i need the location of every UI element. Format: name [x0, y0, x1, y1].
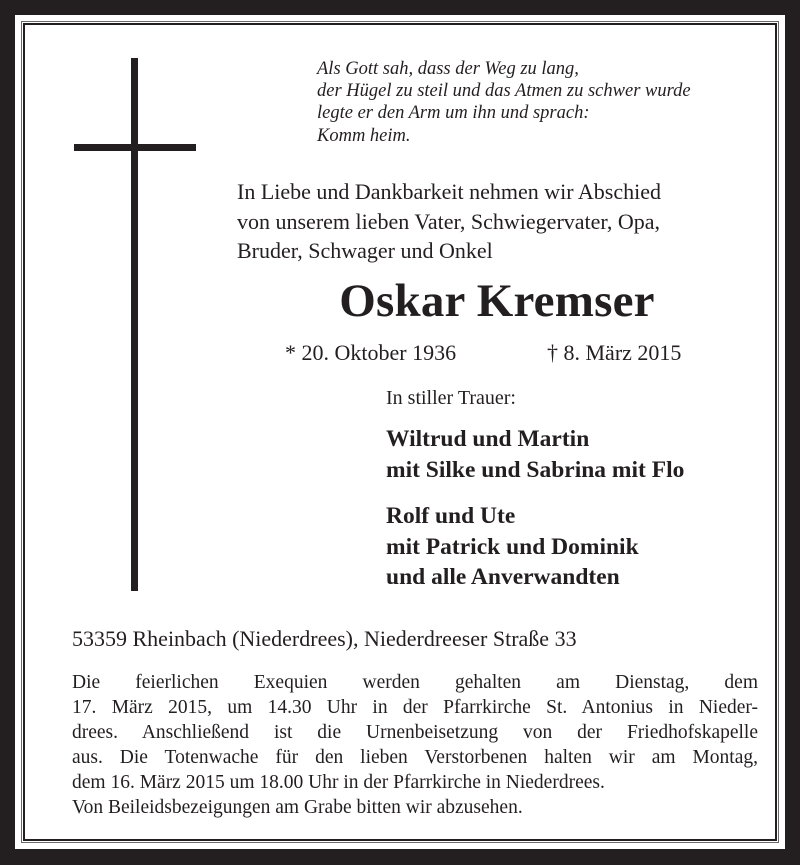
farewell-intro	[237, 177, 661, 266]
poem-line: Komm heim.	[317, 125, 411, 146]
cross-horizontal-bar	[74, 144, 196, 151]
mourner-line: mit Patrick und Dominik	[386, 533, 639, 560]
notice-line: Die feierlichen Exequien werden gehalten am Dienstag, dem	[72, 672, 758, 693]
mourner-line: Rolf und Ute	[386, 503, 516, 529]
notice-line: dem 16. März 2015 um 18.00 Uhr in der Pfarrkirche in Niederdrees.	[72, 772, 605, 793]
notice-line: drees. Anschließend ist die Urnenbeisetzung von der Friedhofskapelle	[72, 722, 758, 743]
notice-line: 17. März 2015, um 14.30 Uhr in der Pfarrkirche St. Antonius in Nieder-	[72, 697, 758, 718]
death-date: † 8. März 2015	[547, 340, 682, 365]
notice-line: aus. Die Totenwache für den lieben Verstorbenen halten wir am Montag,	[72, 747, 758, 768]
mourning-label: In stiller Trauer:	[386, 387, 516, 409]
poem-line: der Hügel zu steil und das Atmen zu schwer wurde	[317, 81, 691, 102]
intro-line: von unserem lieben Vater, Schwiegervater, Opa,	[237, 208, 661, 234]
mourners-group-1	[386, 424, 684, 485]
mourners-group-2	[386, 501, 639, 593]
deceased-name: Oskar Kremser	[339, 275, 655, 327]
birth-date: * 20. Oktober 1936	[285, 340, 457, 365]
intro-line: In Liebe und Dankbarkeit nehmen wir Abschied	[237, 179, 661, 204]
poem	[317, 58, 691, 147]
poem-line: Als Gott sah, dass der Weg zu lang,	[317, 59, 579, 79]
notice-line: Von Beileidsbezeigungen am Grabe bitten wir abzusehen.	[72, 797, 523, 818]
intro-line: Bruder, Schwager und Onkel	[237, 238, 493, 263]
poem-line: legte er den Arm um ihn und sprach:	[317, 103, 590, 124]
family-address: 53359 Rheinbach (Niederdrees), Niederdreeser Straße 33	[72, 626, 577, 651]
mourner-line: Wiltrud und Martin	[386, 426, 590, 452]
funeral-notice	[72, 670, 758, 820]
mourner-line: und alle Anverwandten	[386, 564, 620, 590]
cross-vertical-bar	[131, 58, 138, 591]
mourner-line: mit Silke und Sabrina mit Flo	[386, 456, 685, 483]
obituary-notice	[15, 15, 785, 849]
